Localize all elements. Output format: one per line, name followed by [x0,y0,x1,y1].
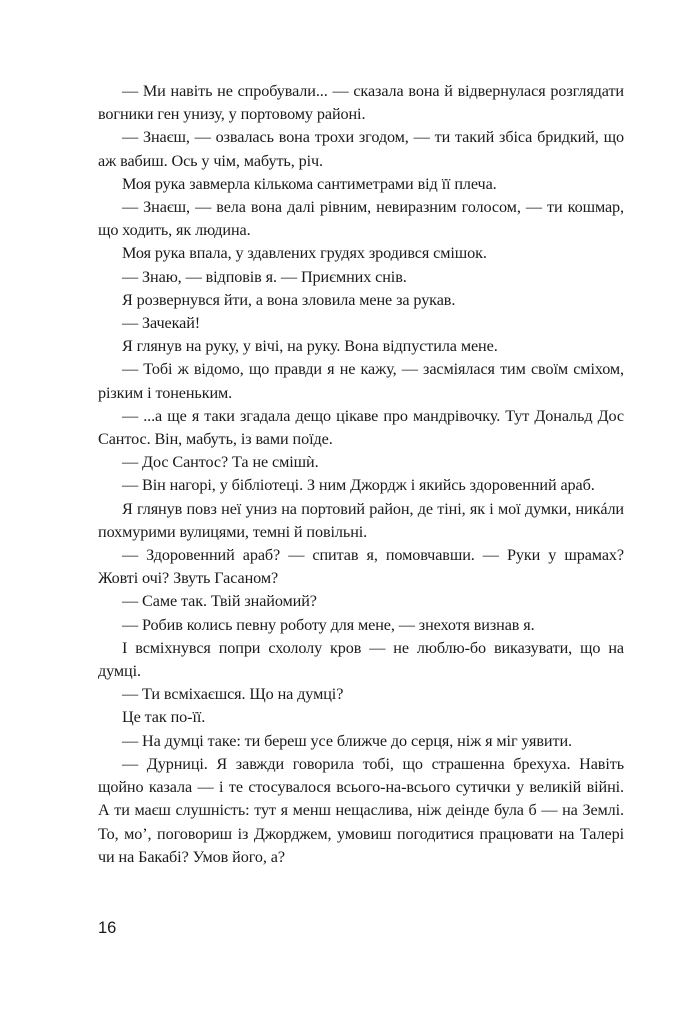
body-text [98,80,624,869]
paragraph: — Знаєш, — вела вона далі рівним, невиразним голосом, — ти кошмар, що ходить, як людина. [98,198,624,240]
paragraph: Моя рука впала, у здавлених грудях зродився смішок. [122,244,487,263]
paragraph: — Ми навіть не спробували... — сказала вона й відвернулася розглядати вогники ген унизу, у портовому районі. [98,82,624,124]
paragraph: — Дурниці. Я завжди говорила тобі, що страшенна брехуха. Навіть щойно казала — і те стосувалося всього-на-всього сутички у великій війні. А ти маєш слушність: тут я менш нещаслива, ніж деінде була б — на Землі. То, мо’, поговориш із Джорджем, умовиш погодитися працювати на Талері чи на Бакабі? Умов його, а? [98,754,624,866]
paragraph: — Тобі ж відомо, що правди я не кажу, — засміялася тим своїм сміхом, різким і тоненьким. [98,360,624,402]
paragraph: — Зачекай! [122,314,201,333]
paragraph: — Здоровенний араб? — спитав я, помовчавши. — Руки у шрамах? Жовті очі? Звуть Гасаном? [98,546,624,588]
paragraph: — Він нагорі, у бібліотеці. З ним Джордж і якийсь здоровенний араб. [122,476,595,495]
paragraph: — Саме так. Твій знайомий? [122,592,317,611]
paragraph: Я розвернувся йти, а вона зловила мене за рукав. [122,290,456,309]
paragraph: Я глянув повз неї униз на портовий район, де тіні, як і мої думки, никáли похмурими вулицями, темні й повільні. [98,499,624,541]
paragraph: — Знаєш, — озвалась вона трохи згодом, — ти такий збіса бридкий, що аж вабиш. Ось у чім, мабуть, річ. [98,128,624,170]
paragraph: — Робив колись певну роботу для мене, — знехотя визнав я. [122,615,535,634]
paragraph: Це так по-її. [122,708,206,727]
paragraph: — Дос Сантос? Та не смішѝ. [122,453,319,472]
page-number: 16 [98,919,117,937]
paragraph: — Знаю, — відповів я. — Приємних снів. [122,267,407,286]
paragraph: Я глянув на руку, у вічі, на руку. Вона відпустила мене. [122,337,498,356]
paragraph: — ...а ще я таки згадала дещо цікаве про мандрівочку. Тут Дональд Дос Сантос. Він, мабуть, із вами поїде. [98,406,624,449]
paragraph: Моя рука завмерла кількома сантиметрами від її плеча. [122,174,497,193]
paragraph: — На думці таке: ти береш усе ближче до серця, ніж я міг уявити. [122,731,572,750]
paragraph: І всміхнувся попри схололу кров — не люблю-бо виказувати, що на думці. [98,638,624,681]
paragraph: — Ти всміхаєшся. Що на думці? [122,685,344,704]
